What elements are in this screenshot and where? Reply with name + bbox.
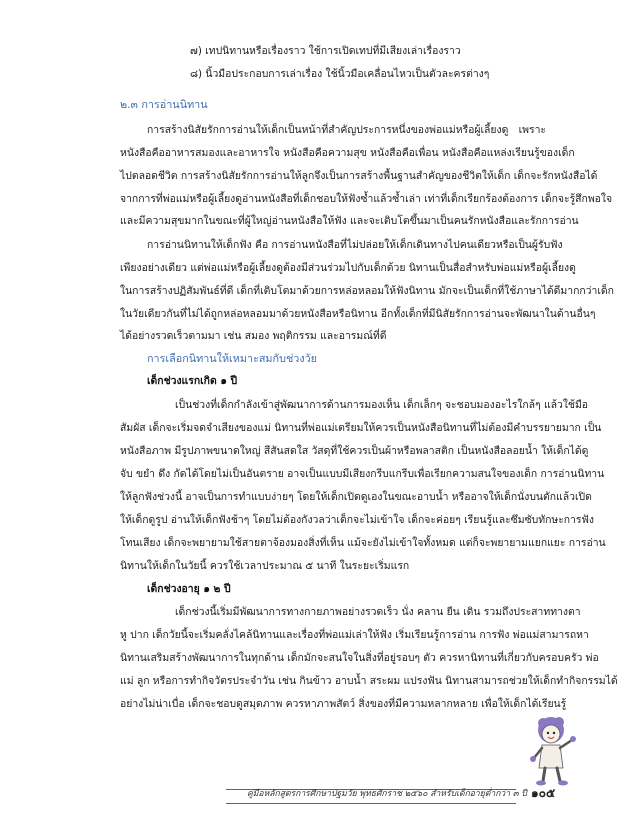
paragraph-line: เป็นช่วงที่เด็กกำลังเข้าสู่พัฒนาการด้านการมองเห็น เด็กเล็กๆ จะชอบมองอะไรใกล้ๆ แล้วใช้มือ (175, 399, 589, 411)
paragraph-line: หู ปาก เด็กวัยนี้จะเริ่มคลั่งไคล้นิทานและเรื่องที่พ่อแม่เล่าให้ฟัง เริ่มเรียนรู้การอ่าน การฟัง พ่อแม่สามารถหา (120, 629, 589, 641)
paragraph-line: จับ ขยำ ดึง กัดได้โดยไม่เป็นอันตราย อาจเป็นแบบมีเสียงกรีบแกรีบเพื่อเรียกความสนใจของเด็ก การอ่านนิทาน (120, 468, 605, 480)
paragraph-line: และมีความสุขมากในขณะที่ผู้ใหญ่อ่านหนังสือให้ฟัง และจะเติบโตขึ้นมาเป็นคนรักหนังสือและรักการอ่าน (120, 215, 579, 227)
paragraph-line: ให้ลูกฟังช่วงนี้ อาจเป็นการทำแบบง่ายๆ โดยให้เด็กเปิดดูเองในขณะอาบน้ำ หรืออาจให้เด็กนั่งบนตักแล้วเปิด (120, 491, 592, 503)
page-number: ๑๐๕ (531, 786, 556, 800)
paragraph-line: แม่ ลูก หรือการทำกิจวัตรประจำวัน เช่น กินข้าว อาบน้ำ สระผม แปรงฟัน นิทานสามารถช่วยให้เด็กทำกิจกรรมได้ (120, 675, 618, 687)
paragraph-line: ไปตลอดชีวิต การสร้างนิสัยรักการอ่านให้ลูกจึงเป็นการสร้างพื้นฐานสำคัญของชีวิตให้เด็ก เด็กจะรักหนังสือได้ (120, 170, 598, 182)
paragraph-line: หนังสือคืออาหารสมองและอาหารใจ หนังสือคือความสุข หนังสือคือเพื่อน หนังสือคือแหล่งเรียนรู้ของเด็ก (120, 147, 575, 159)
paragraph-line: เด็กช่วงนี้เริ่มมีพัฒนาการทางกายภาพอย่างรวดเร็ว นั่ง คลาน ยืน เดิน รวมถึงประสาททางตา (175, 606, 581, 618)
paragraph-line: ให้เด็กดูรูป อ่านให้เด็กฟังช้าๆ โดยไม่ต้องกังวลว่าเด็กจะไม่เข้าใจ เด็กจะค่อยๆ เรียนรู้และซึมซับทักษะการฟัง (120, 514, 594, 526)
paragraph-line: ในวัยเดียวกันที่ไม่ได้ถูกหล่อหลอมมาด้วยหนังสือหรือนิทาน อีกทั้งเด็กที่มีนิสัยรักการอ่านจะพัฒนาในด้านอื่นๆ (120, 308, 596, 320)
list-item-7: ๗) เทปนิทานหรือเรื่องราว ใช้การเปิดเทปที่มีเสียงเล่าเรื่องราว (190, 45, 461, 57)
paragraph-line: นิทานให้เด็กในวัยนี้ ควรใช้เวลาประมาณ ๕ นาที ในระยะเริ่มแรก (120, 560, 410, 572)
section-heading: ๒.๓ การอ่านนิทาน (120, 98, 208, 111)
paragraph-line: จากการที่พ่อแม่หรือผู้เลี้ยงดูอ่านหนังสือที่เด็กชอบให้ฟังซ้ำแล้วซ้ำเล่า เท่าที่เด็กเรียกร้องต้องการ เด็กจะรู้สึกพอใจ (120, 193, 613, 205)
paragraph-line: เพียงอย่างเดียว แต่พ่อแม่หรือผู้เลี้ยงดูต้องมีส่วนร่วมไปกับเด็กด้วย นิทานเป็นสื่อสำหรับพ่อแม่หรือผู้เลี้ยงดู (120, 262, 576, 274)
paragraph-line: การอ่านนิทานให้เด็กฟัง คือ การอ่านหนังสือที่ไม่ปล่อยให้เด็กเดินทางไปคนเดียวหรือเป็นผู้รับฟัง (147, 239, 563, 251)
paragraph-line: การสร้างนิสัยรักการอ่านให้เด็กเป็นหน้าที่สำคัญประการหนึ่งของพ่อแม่หรือผู้เลี้ยงดู เพราะ (147, 124, 546, 136)
list-item-8: ๘) นิ้วมือประกอบการเล่าเรื่อง ใช้นิ้วมือเคลื่อนไหวเป็นตัวละครต่างๆ (190, 68, 490, 80)
footer-caption: คู่มือหลักสูตรการศึกษาปฐมวัย พุทธศักราช ๒๕๖๐ สำหรับเด็กอายุต่ำกว่า ๓ ปี (247, 789, 527, 799)
child-mascot-icon (528, 714, 580, 788)
sub-heading: การเลือกนิทานให้เหมาะสมกับช่วงวัย (147, 352, 317, 365)
age-group-1-2-title: เด็กช่วงอายุ ๑ ๒ ปี (147, 583, 231, 595)
paragraph-line: หนังสือภาพ มีรูปภาพขนาดใหญ่ สีสันสดใส วัสดุที่ใช้ควรเป็นผ้าหรือพลาสติก เป็นหนังสือลอยน้ำ ให้เด็กได้ดู (120, 445, 589, 457)
paragraph-line: ได้อย่างรวดเร็วตามมา เช่น สมอง พฤติกรรม และอารมณ์ที่ดี (120, 330, 387, 342)
paragraph-line: โทนเสียง เด็กจะพยายามใช้สายตาจ้องมองสิ่งที่เห็น แม้จะยังไม่เข้าใจทั้งหมด แต่ก็จะพยายามแยกแยะ การอ่าน (120, 537, 606, 549)
paragraph-line: อย่างไม่น่าเบื่อ เด็กจะชอบดูสมุดภาพ ควรหาภาพสัตว์ สิ่งของที่มีความหลากหลาย เพื่อให้เด็กได้เรียนรู้ (120, 698, 567, 710)
paragraph-line: นิทานเสริมสร้างพัฒนาการในทุกด้าน เด็กมักจะสนใจในสิ่งที่อยู่รอบๆ ตัว ควรหานิทานที่เกี่ยวกับครอบครัว พ่อ (120, 652, 599, 664)
paragraph-line: ในการสร้างปฏิสัมพันธ์ที่ดี เด็กที่เติบโตมาด้วยการหล่อหลอมให้ฟังนิทาน มักจะเป็นเด็กที่ใช้ภาษาได้ดีมากกว่าเด็ก (120, 285, 614, 297)
paragraph-line: สัมผัส เด็กจะเริ่มจดจำเสียงของแม่ นิทานที่พ่อแม่เตรียมให้ควรเป็นหนังสือนิทานที่ไม่ต้องมีคำบรรยายมาก เป็น (120, 422, 602, 434)
age-group-newborn-title: เด็กช่วงแรกเกิด ๑ ปี (147, 375, 238, 387)
